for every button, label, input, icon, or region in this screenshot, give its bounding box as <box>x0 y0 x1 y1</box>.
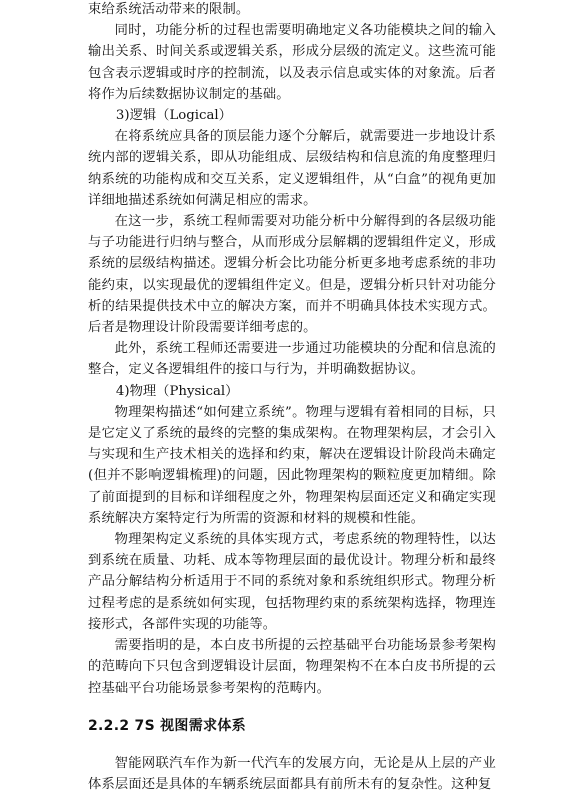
section-heading: 2.2.2 7S 视图需求体系 <box>88 717 246 734</box>
paragraph-continuation: 束给系统活动带来的限制。 <box>88 2 250 17</box>
document-body <box>88 0 496 795</box>
subheading-logical: 3)逻辑（Logical） <box>115 108 232 124</box>
paragraph-logical-interface: 此外，系统工程师还需要进一步通过功能模块的分配和信息流的整合，定义各逻辑组件的接口与行为，并明确数据协议。 <box>88 341 496 378</box>
subheading-physical: 4)物理（Physical） <box>115 383 239 399</box>
paragraph-flow-definition: 同时，功能分析的过程也需要明确地定义各功能模块之间的输入输出关系、时间关系或逻辑关系，形成分层级的流定义。这些流可能包含表示逻辑或时序的控制流，以及表示信息或实体的对象流。后者将作为后续数据协议制定的基础。 <box>88 23 496 102</box>
paragraph-closing: 智能网联汽车作为新一代汽车的发展方向，无论是从上层的产业体系层面还是具体的车辆系统层面都具有前所未有的复杂性。这种复 <box>88 755 496 792</box>
paragraph-scope-note: 需要指明的是，本白皮书所提的云控基础平台功能场景参考架构的范畴向下只包含到逻辑设计层面，物理架构不在本白皮书所提的云控基础平台功能场景参考架构的范畴内。 <box>88 638 496 696</box>
paragraph-logical-intro: 在将系统应具备的顶层能力逐个分解后，就需要进一步地设计系统内部的逻辑关系，即从功能组成、层级结构和信息流的角度整理归纳系统的功能构成和交互关系，定义逻辑组件，从“白盒”的视角更加详细地描述系统如何满足相应的需求。 <box>88 129 496 208</box>
paragraph-physical-intro: 物理架构描述“如何建立系统”。物理与逻辑有着相同的目标，只是它定义了系统的最终的完整的集成架构。在物理架构层，才会引入与实现和生产技术相关的选择和约束，解决在逻辑设计阶段尚未确定(但并不影响逻辑梳理)的问题，因此物理架构的颗粒度更加精细。除了前面提到的目标和详细程度之外，物理架构层面还定义和确定实现系统解决方案特定行为所需的资源和材料的规模和性能。 <box>88 404 496 526</box>
paragraph-logical-step: 在这一步，系统工程师需要对功能分析中分解得到的各层级功能与子功能进行归纳与整合，从而形成分层解耦的逻辑组件定义，形成系统的层级结构描述。逻辑分析会比功能分析更多地考虑系统的非功能约束，以实现最优的逻辑组件定义。但是，逻辑分析只针对功能分析的结果提供技术中立的解决方案，而并不明确具体技术实现方式。后者是物理设计阶段需要详细考虑的。 <box>88 214 496 336</box>
paragraph-physical-definition: 物理架构定义系统的具体实现方式，考虑系统的物理特性，以达到系统在质量、功耗、成本等物理层面的最优设计。物理分析和最终产品分解结构分析适用于不同的系统对象和系统组织形式。物理分析过程考虑的是系统如何实现，包括物理约束的系统架构选择，物理连接形式，各部件实现的功能等。 <box>88 532 496 632</box>
